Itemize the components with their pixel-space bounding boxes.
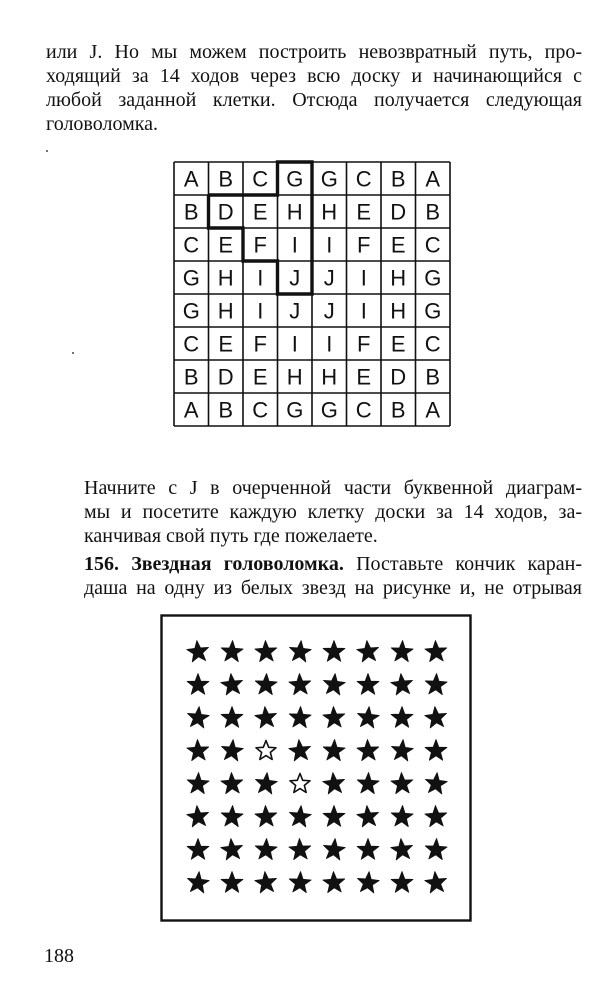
puzzle-156-paragraph [46,552,582,600]
black-star [357,674,379,695]
grid-letter: E [356,199,372,225]
grid-letter: B [218,397,234,423]
black-star [357,773,379,794]
black-star [289,707,311,728]
instruction-paragraph [46,476,582,548]
grid-letter: G [182,298,200,324]
white-star [256,741,276,760]
grid-letter: F [357,331,371,357]
black-star [425,872,447,893]
grid-letter: H [321,199,338,225]
black-star [391,839,413,860]
grid-letter: I [257,265,264,291]
grid-letter: C [183,331,200,357]
grid-letter: C [252,166,269,192]
grid-letter: H [286,199,303,225]
grid-letter: H [390,298,407,324]
black-star [187,773,209,794]
black-star [289,839,311,860]
black-star [289,674,311,695]
black-star [391,740,413,761]
black-star [221,872,243,893]
grid-letter: I [360,298,367,324]
grid-letter: B [390,397,406,423]
black-star [425,839,447,860]
grid-letter: F [357,232,371,258]
black-star [391,872,413,893]
black-star [221,839,243,860]
black-star [391,674,413,695]
grid-letter: B [425,364,441,390]
black-star [323,674,345,695]
grid-letter: E [218,331,234,357]
black-star [425,773,447,794]
grid-letter: E [252,199,268,225]
grid-letter: I [291,331,298,357]
puzzle-156-title: 156. Звездная головоломка. [84,553,344,575]
letter-grid [172,160,452,428]
grid-letter: B [183,364,199,390]
grid-letter: G [424,265,442,291]
grid-letter: I [291,232,298,258]
black-star [289,641,311,662]
grid-letter: G [286,397,304,423]
grid-letter: H [217,265,234,291]
black-star [187,674,209,695]
black-star [187,707,209,728]
black-star [391,707,413,728]
grid-letter: A [183,397,199,423]
intro-line: или J. Но мы можем построить невозвратный путь, про- [46,41,582,63]
black-star [187,872,209,893]
grid-letter: H [321,364,338,390]
white-star [290,774,310,793]
black-star [323,641,345,662]
intro-line: любой заданной клетки. Отсюда получается следующая [46,89,582,111]
black-star [323,806,345,827]
black-star [255,773,277,794]
puzzle-156-line [46,552,582,576]
black-star [255,674,277,695]
black-star [323,740,345,761]
grid-letter: J [289,265,301,291]
grid-letter: D [217,364,234,390]
grid-letter: G [424,298,442,324]
black-star [255,641,277,662]
grid-letter: B [218,166,234,192]
black-star [221,641,243,662]
black-star [425,641,447,662]
grid-letter: J [289,298,301,324]
intro-line: головоломка. [46,113,159,135]
intro-line: ходящий за 14 ходов через всю доску и начинающийся с [46,65,582,87]
black-star [187,806,209,827]
black-star [255,839,277,860]
grid-letter: C [424,232,441,258]
page-number: 188 [44,945,74,967]
print-speck [46,150,48,152]
grid-letter: A [425,397,441,423]
black-star [221,740,243,761]
grid-letter: I [326,232,333,258]
grid-letter: E [390,232,406,258]
black-star [221,806,243,827]
black-star [323,839,345,860]
grid-letter: J [323,298,335,324]
black-star [425,806,447,827]
grid-letter: D [390,364,407,390]
star-grid [160,614,472,922]
grid-letter: B [183,199,199,225]
grid-letter: H [286,364,303,390]
black-star [323,707,345,728]
grid-letter: A [425,166,441,192]
grid-letter: G [182,265,200,291]
black-star [357,707,379,728]
grid-letter: A [183,166,199,192]
black-star [255,707,277,728]
grid-letter: E [390,331,406,357]
grid-letter: C [424,331,441,357]
grid-letter: E [356,364,372,390]
black-star [357,806,379,827]
instruction-line: мы и посетите каждую клетку доски за 14 ходов, за- [84,501,582,523]
grid-letter: D [217,199,234,225]
black-star [221,773,243,794]
instruction-line: канчивая свой путь где пожелаете. [84,525,378,547]
puzzle-156-line: даша на одну из белых звезд на рисунке и, не отрывая [84,577,582,599]
grid-letter: G [286,166,304,192]
grid-letter: F [253,331,267,357]
black-star [391,806,413,827]
grid-letter: E [252,364,268,390]
black-star [255,872,277,893]
black-star [289,740,311,761]
black-star [289,872,311,893]
grid-letter: C [183,232,200,258]
black-star [323,773,345,794]
grid-letter: C [355,166,372,192]
black-star [357,740,379,761]
grid-letter: G [320,397,338,423]
black-star [187,641,209,662]
black-star [289,806,311,827]
grid-letter: I [257,298,264,324]
grid-letter: C [252,397,269,423]
grid-letter: C [355,397,372,423]
black-star [425,674,447,695]
grid-letter: B [390,166,406,192]
black-star [425,740,447,761]
black-star [221,674,243,695]
star-frame [162,616,471,921]
grid-letter: I [326,331,333,357]
black-star [221,707,243,728]
grid-letter: F [253,232,267,258]
black-star [357,872,379,893]
grid-letter: J [323,265,335,291]
grid-letter: B [425,199,441,225]
black-star [357,839,379,860]
grid-letter: G [320,166,338,192]
instruction-line: Начните с J в очерченной части буквенной диаграм- [84,477,582,499]
black-star [255,806,277,827]
black-star [391,773,413,794]
black-star [187,839,209,860]
black-star [391,641,413,662]
grid-letter: H [217,298,234,324]
black-star [323,872,345,893]
black-star [187,740,209,761]
grid-letter: I [360,265,367,291]
black-star [357,641,379,662]
puzzle-156-text: Поставьте кончик каран- [356,553,583,575]
intro-paragraph [46,40,582,136]
grid-letter: E [218,232,234,258]
grid-letter: D [390,199,407,225]
grid-letter: H [390,265,407,291]
print-speck [72,352,74,354]
black-star [425,707,447,728]
